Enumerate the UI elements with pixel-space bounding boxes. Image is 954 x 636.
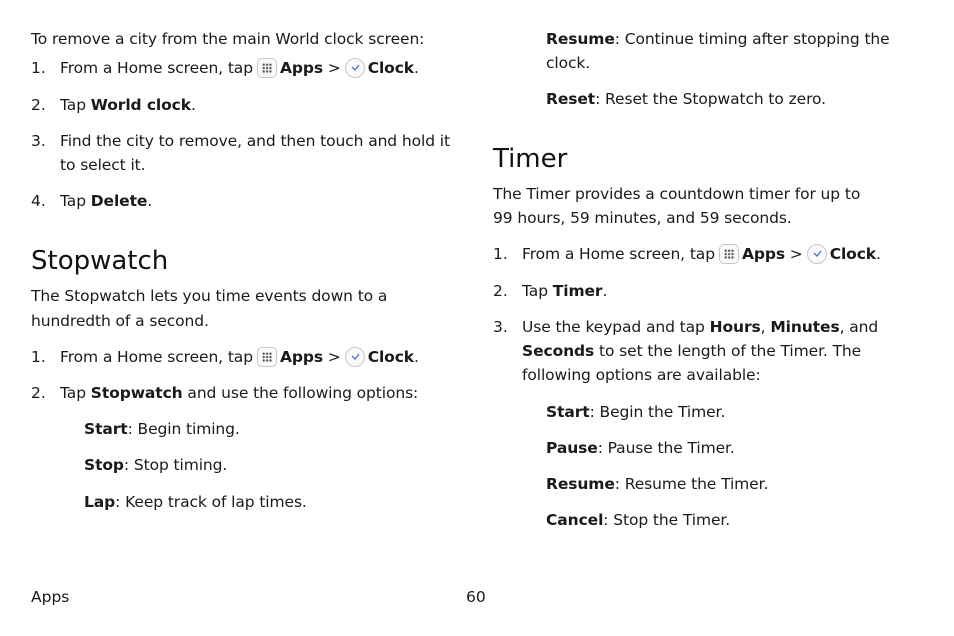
timer-step-2: Tap Timer.: [522, 282, 608, 300]
step-number: 2.: [31, 96, 46, 114]
timer-desc-line2: 99 hours, 59 minutes, and 59 seconds.: [493, 209, 792, 227]
footer-section: Apps: [31, 588, 70, 606]
step-number: 1.: [31, 348, 46, 366]
timer-option-start: Start: Begin the Timer.: [546, 403, 726, 421]
stopwatch-option-resume-line1: Resume: Continue timing after stopping the: [546, 30, 890, 48]
stopwatch-step-1: From a Home screen, tap Apps > Clock.: [60, 348, 419, 366]
remove-step-4: Tap Delete.: [60, 192, 153, 210]
timer-desc-line1: The Timer provides a countdown timer for up to: [493, 185, 861, 203]
stopwatch-option-stop: Stop: Stop timing.: [84, 456, 228, 474]
clock-app-icon: [345, 347, 365, 367]
timer-option-cancel: Cancel: Stop the Timer.: [546, 511, 731, 529]
remove-step-3-line1: Find the city to remove, and then touch and hold it: [60, 132, 450, 150]
clock-app-icon: [807, 244, 827, 264]
remove-step-3-line2: to select it.: [60, 156, 146, 174]
stopwatch-heading: Stopwatch: [31, 246, 169, 276]
step-number: 1.: [31, 59, 46, 77]
step-number: 3.: [31, 132, 46, 150]
timer-option-pause: Pause: Pause the Timer.: [546, 439, 735, 457]
clock-app-icon: [345, 58, 365, 78]
stopwatch-desc-line1: The Stopwatch lets you time events down to a: [31, 287, 388, 305]
step-number: 2.: [31, 384, 46, 402]
page-number: 60: [466, 588, 486, 606]
apps-grid-icon: [257, 347, 277, 367]
step-number: 4.: [31, 192, 46, 210]
remove-city-intro: To remove a city from the main World clock screen:: [31, 30, 425, 48]
stopwatch-option-start: Start: Begin timing.: [84, 420, 240, 438]
stopwatch-desc-line2: hundredth of a second.: [31, 312, 209, 330]
timer-step-3-line1: Use the keypad and tap Hours, Minutes, and: [522, 318, 879, 336]
remove-step-1: From a Home screen, tap Apps > Clock.: [60, 59, 419, 77]
apps-grid-icon: [257, 58, 277, 78]
timer-option-resume: Resume: Resume the Timer.: [546, 475, 769, 493]
stopwatch-option-lap: Lap: Keep track of lap times.: [84, 493, 307, 511]
timer-heading: Timer: [493, 144, 568, 174]
remove-step-2: Tap World clock.: [60, 96, 196, 114]
timer-step-3-line2: Seconds to set the length of the Timer. The: [522, 342, 862, 360]
timer-step-3-line3: following options are available:: [522, 366, 761, 384]
timer-step-1: From a Home screen, tap Apps > Clock.: [522, 245, 881, 263]
stopwatch-option-reset: Reset: Reset the Stopwatch to zero.: [546, 90, 826, 108]
step-number: 2.: [493, 282, 508, 300]
stopwatch-option-resume-line2: clock.: [546, 54, 591, 72]
step-number: 1.: [493, 245, 508, 263]
apps-grid-icon: [719, 244, 739, 264]
step-number: 3.: [493, 318, 508, 336]
stopwatch-step-2: Tap Stopwatch and use the following options:: [60, 384, 419, 402]
